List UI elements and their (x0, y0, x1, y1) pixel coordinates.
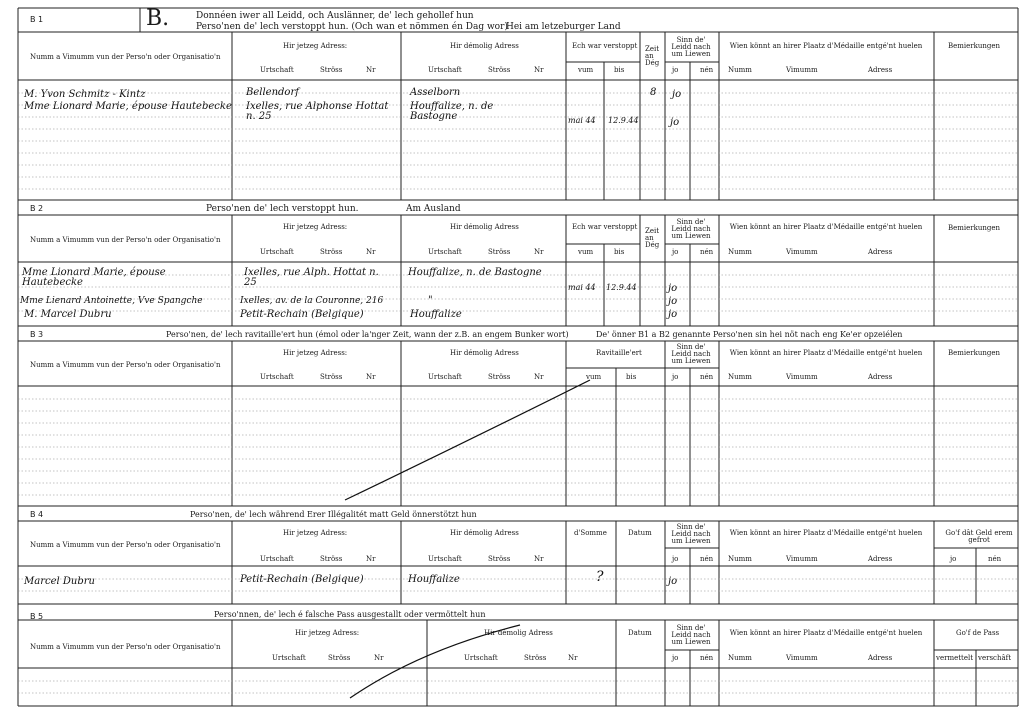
col-stross: Ströss (320, 66, 343, 74)
col-medal-receiver: Wien könnt an hirer Plaatz d'Médaille entgé'nt huelen (729, 529, 923, 537)
col-stross: Ströss (524, 654, 547, 662)
b1-row2-from: mai 44 (568, 116, 596, 125)
b3-title-right: De' önner B1 a B2 genannte Perso'nen sin hei nöt nach eng Ke'er opzeiélen (596, 330, 903, 339)
b4-row1-address-then: Houffalize (408, 574, 460, 585)
col-medal-receiver: Wien könnt an hirer Plaatz d'Médaille entgé'nt huelen (729, 349, 923, 357)
b1-row2-address-now: Ixelles, rue Alphonse Hottat n. 25 (246, 101, 389, 122)
strike-line-b3 (345, 380, 590, 500)
section-code-b2: B 2 (30, 204, 44, 213)
col-address-then: Hir démolig Adress (484, 629, 553, 637)
b4-row1-alive: jo (668, 576, 678, 587)
col-surname: Numm (728, 66, 752, 74)
b4-title: Perso'nen, de' lech während Erer Illégalitét matt Geld önnerstötzt hun (190, 510, 477, 519)
b2-row1-address-now: Ixelles, rue Alph. Hottat n. 25 (244, 267, 379, 288)
col-stross: Ströss (328, 654, 351, 662)
col-yes: jo (672, 373, 679, 381)
col-address-now: Hir jetzeg Adress: (283, 42, 348, 50)
col-address: Adress (868, 654, 893, 662)
col-urtschaft: Urtschaft (428, 555, 462, 563)
col-firstname: Vimumm (786, 555, 818, 563)
col-yes: jo (672, 66, 679, 74)
section-letter: B. (146, 6, 170, 31)
col-address: Adress (868, 248, 893, 256)
b2-row1-address-then: Houffalize, n. de Bastogne (408, 267, 542, 278)
col-firstname: Vimumm (786, 248, 818, 256)
b2-row1-from: mai 44 (568, 283, 596, 292)
col-hidden: Ech war verstoppt (572, 223, 638, 231)
b1-title-line1: Donnéen iwer all Leidd, och Auslänner, de' lech gehollef hun (196, 11, 474, 21)
b1-title-line2: Perso'nen de' lech verstoppt hun. (Och wan et nömmen én Dag wor) (196, 22, 508, 32)
b1-row2-name: Mme Lionard Marie, épouse Hautebecke (24, 101, 232, 112)
col-no: nén (700, 373, 714, 381)
b4-row1-address-now: Petit-Rechain (Belgique) (240, 574, 364, 585)
col-address-now: Hir jetzeg Adress: (295, 629, 360, 637)
b1-row2-to: 12.9.44 (608, 116, 639, 125)
section-code-b3: B 3 (30, 330, 44, 339)
col-alive: Sinn de' Leidd nach um Liewen (671, 36, 711, 58)
b2-row1-alive: jo (668, 283, 678, 294)
b3-title: Perso'nen, de' lech ravitaille'ert hun (émol oder la'nger Zeit, wann der z.B. an engem Bunker wort) (166, 330, 569, 339)
col-address-now: Hir jetzeg Adress: (283, 529, 348, 537)
col-surname: Numm (728, 248, 752, 256)
col-medal-receiver: Wien könnt an hirer Plaatz d'Médaille entgé'nt huelen (729, 42, 923, 50)
col-urtschaft: Urtschaft (272, 654, 306, 662)
b2-row1-to: 12.9.44 (606, 283, 637, 292)
col-address-then: Hir démolig Adress (450, 529, 519, 537)
col-no: nén (700, 66, 714, 74)
col-urtschaft: Urtschaft (260, 373, 294, 381)
col-stross: Ströss (320, 555, 343, 563)
b1-row1-name: M. Yvon Schmitz - Kintz (24, 89, 146, 100)
b1-row2-address-then: Houffalize, n. de Bastogne (410, 101, 494, 122)
section-code-b4: B 4 (30, 510, 44, 519)
b2-row3-address-now: Petit-Rechain (Belgique) (240, 309, 364, 320)
col-nr: Nr (366, 555, 376, 563)
col-firstname: Vimumm (786, 373, 818, 381)
col-stross: Ströss (488, 66, 511, 74)
b2-row3-address-then: Houffalize (410, 309, 462, 320)
col-urtschaft: Urtschaft (428, 373, 462, 381)
b2-row3-alive: jo (668, 309, 678, 320)
col-nr: Nr (374, 654, 384, 662)
col-urtschaft: Urtschaft (260, 66, 294, 74)
col-stross: Ströss (488, 373, 511, 381)
b1-row1-alive: jo (672, 89, 682, 100)
col-surname: Numm (728, 654, 752, 662)
col-no: nén (700, 555, 714, 563)
col-yes: jo (950, 555, 957, 563)
col-alive: Sinn de' Leidd nach um Liewen (671, 343, 711, 365)
col-to: bis (614, 248, 625, 256)
col-date: Datum (628, 629, 652, 637)
col-surname: Numm (728, 555, 752, 563)
col-sum: d'Somme (574, 529, 607, 537)
b2-row1-name: Mme Lionard Marie, épouse Hautebecke (22, 267, 166, 288)
col-medal-receiver: Wien könnt an hirer Plaatz d'Médaille entgé'nt huelen (729, 223, 923, 231)
col-nr: Nr (534, 248, 544, 256)
col-address-then: Hir démolig Adress (450, 223, 519, 231)
col-hidden: Ech war verstoppt (572, 42, 638, 50)
col-urtschaft: Urtschaft (428, 248, 462, 256)
col-address-now: Hir jetzeg Adress: (283, 349, 348, 357)
b2-row2-address-then: " (428, 295, 433, 306)
col-address-then: Hir démolig Adress (450, 42, 519, 50)
b2-title: Perso'nen de' lech verstoppt hun. (206, 204, 359, 214)
col-yes: jo (672, 654, 679, 662)
col-no: nén (988, 555, 1002, 563)
col-remarks: Bemierkungen (948, 224, 1001, 232)
b1-title-right: Hei am letzeburger Land (506, 22, 621, 32)
col-nr: Nr (366, 66, 376, 74)
col-from: vum (578, 66, 594, 74)
b1-row1-address-then: Asselborn (410, 87, 461, 98)
col-urtschaft: Urtschaft (428, 66, 462, 74)
col-remarks: Bemierkungen (948, 349, 1001, 357)
b2-title-right: Am Ausland (406, 204, 461, 214)
col-nr: Nr (366, 248, 376, 256)
col-alive: Sinn de' Leidd nach um Liewen (671, 218, 711, 240)
col-alive: Sinn de' Leidd nach um Liewen (671, 523, 711, 545)
col-supplied: Ravitaille'ert (596, 349, 642, 357)
col-nr: Nr (568, 654, 578, 662)
col-to: bis (626, 373, 637, 381)
col-procured: verschâft (978, 654, 1012, 662)
col-urtschaft: Urtschaft (464, 654, 498, 662)
col-time-days: Zeit an Dég (645, 45, 660, 67)
b1-row2-alive: jo (670, 117, 680, 128)
section-code-b1: B 1 (30, 15, 44, 24)
col-alive: Sinn de' Leidd nach um Liewen (671, 624, 711, 646)
col-stross: Ströss (320, 248, 343, 256)
b4-row1-sum: ? (596, 569, 604, 585)
col-no: nén (700, 248, 714, 256)
col-stross: Ströss (488, 555, 511, 563)
col-issued: vermettelt (936, 654, 974, 662)
col-urtschaft: Urtschaft (260, 248, 294, 256)
col-yes: jo (672, 248, 679, 256)
col-name: Numm a Vimumm vun der Perso'n oder Organisatio'n (30, 361, 221, 369)
col-pass: Go'f de Pass (956, 629, 1000, 637)
col-firstname: Vimumm (786, 654, 818, 662)
col-time-days: Zeit an Dég (645, 227, 660, 249)
col-address: Adress (868, 66, 893, 74)
b2-row3-name: M. Marcel Dubru (24, 309, 112, 320)
col-from: vum (586, 373, 602, 381)
col-urtschaft: Urtschaft (260, 555, 294, 563)
b1-row1-address-now: Bellendorf (246, 87, 299, 98)
col-name: Numm a Vimumm vun der Perso'n oder Organisatio'n (30, 541, 221, 549)
col-date: Datum (628, 529, 652, 537)
col-medal-receiver: Wien könnt an hirer Plaatz d'Médaille entgé'nt huelen (729, 629, 923, 637)
col-stross: Ströss (320, 373, 343, 381)
col-stross: Ströss (488, 248, 511, 256)
col-remarks: Bemierkungen (948, 42, 1001, 50)
col-firstname: Vimumm (786, 66, 818, 74)
col-name: Numm a Vimumm vun der Perso'n oder Organisatio'n (30, 643, 221, 651)
col-surname: Numm (728, 373, 752, 381)
col-nr: Nr (534, 373, 544, 381)
b4-row1-name: Marcel Dubru (24, 576, 95, 587)
b5-title: Perso'nnen, de' lech é falsche Pass ausgestallt oder vermöttelt hun (214, 610, 486, 619)
section-code-b5: B 5 (30, 612, 44, 621)
b2-row2-name: Mme Lienard Antoinette, Vve Spangche (20, 296, 203, 306)
col-nr: Nr (534, 555, 544, 563)
col-address-then: Hir démolig Adress (450, 349, 519, 357)
b2-row2-alive: jo (668, 296, 678, 307)
b1-row1-days: 8 (650, 87, 657, 98)
col-money-back: Go'f dât Geld erem gefrot (945, 529, 1013, 544)
col-no: nén (700, 654, 714, 662)
col-to: bis (614, 66, 625, 74)
col-name: Numm a Vimumm vun der Perso'n oder Organisatio'n (30, 236, 221, 244)
col-from: vum (578, 248, 594, 256)
col-name: Numm a Vimumm vun der Perso'n oder Organisatio'n (30, 53, 221, 61)
b2-row2-address-now: Ixelles, av. de la Couronne, 216 (240, 296, 384, 306)
col-yes: jo (672, 555, 679, 563)
col-address: Adress (868, 373, 893, 381)
col-address: Adress (868, 555, 893, 563)
col-nr: Nr (534, 66, 544, 74)
col-nr: Nr (366, 373, 376, 381)
col-address-now: Hir jetzeg Adress: (283, 223, 348, 231)
